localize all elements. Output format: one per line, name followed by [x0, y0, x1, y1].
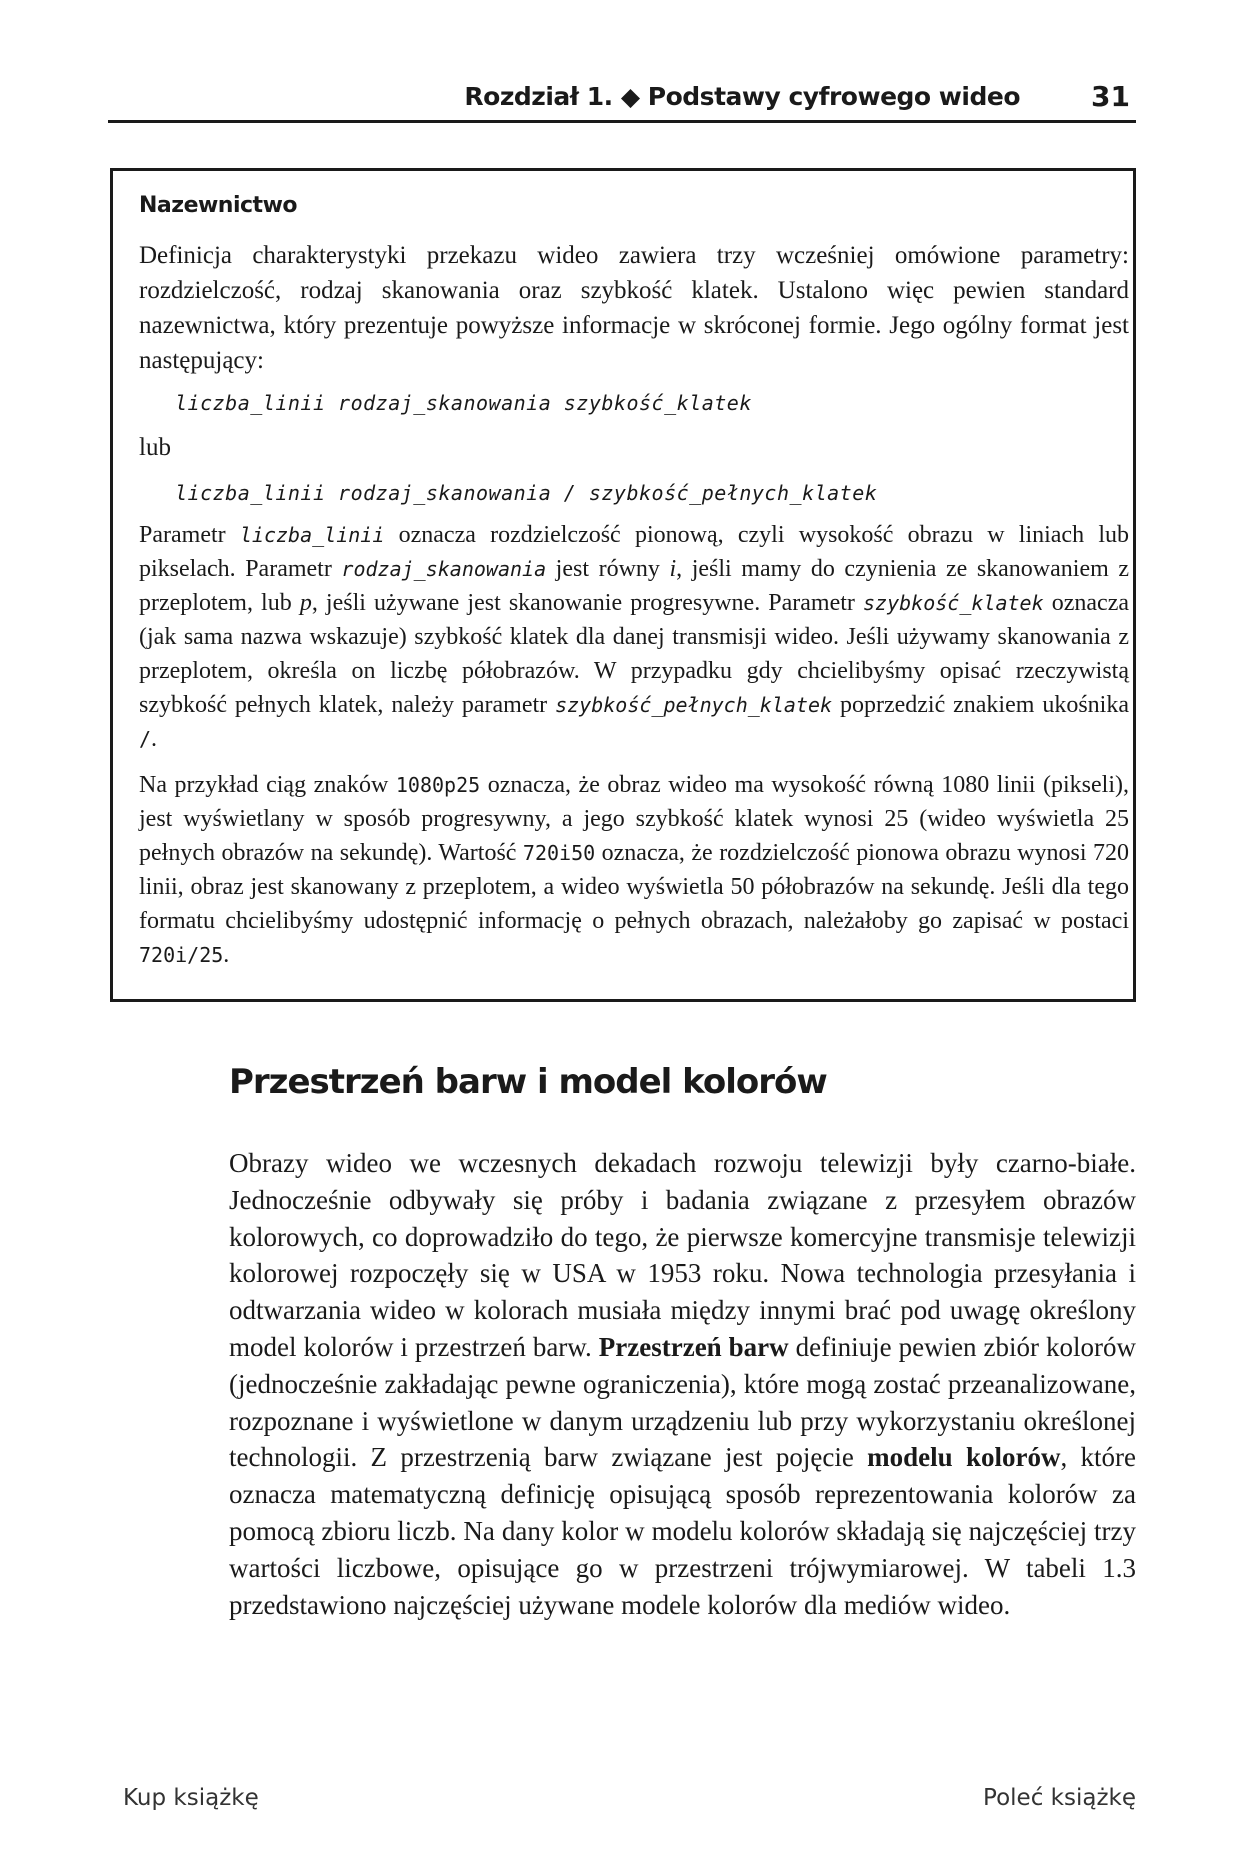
text-run: Obrazy wideo we wczesnych dekadach rozwoju telewizji były czarno-białe. Jednocześnie odbywały się próby i badania związane z przesyłem obrazów kolorowych, co doprowadziło do tego, że pierwsze komercyjne transmisje telewizji kolorowej rozpoczęły się w USA w 1953 roku. Nowa technologia przesyłania i odtwarzania wideo w kolorach musiała między innymi brać pod uwagę określony model kolorów i przestrzeń barw. [229, 1148, 1136, 1362]
text-run: oznacza (jak sama nazwa wskazuje) szybkość klatek dla danej transmisji wideo. Jeśli używamy skanowania z przeplotem, określa on liczbę półobrazów. W przypadku gdy chcielibyśmy opisać rzeczywistą szybkość pełnych klatek, należy parametr [139, 590, 1130, 718]
text-run: jest równy [546, 556, 670, 582]
sidebar-box-nazewnictwo [110, 168, 1136, 1002]
text-run: , jeśli używane jest skanowanie progresywne. Parametr [311, 590, 864, 616]
italic-run: p [299, 590, 312, 616]
or-label: lub [139, 434, 171, 461]
text-run: Na przykład ciąg znaków [139, 772, 396, 798]
format-line-1: liczba_linii rodzaj_skanowania szybkość_klatek [175, 391, 752, 415]
text-run: definiuje pewien zbiór kolorów (jednocześnie zakładając pewne ograniczenia), które mogą zostać przeanalizowane, rozpoznane i wyświetlone w danym urządzeniu lub przy wykorzystaniu określonej technologii. Z przestrzenią barw związane jest pojęcie [229, 1331, 1136, 1473]
parameters-paragraph [139, 518, 1129, 756]
code-run: / [139, 727, 152, 751]
code-run: szybkość_pełnych_klatek [555, 693, 833, 717]
box-intro-paragraph: Definicja charakterystyki przekazu wideo zawiera trzy wcześniej omówione parametry: rozdzielczość, rodzaj skanowania oraz szybkość klatek. Ustalono więc pewien standard nazewnictwa, który prezentuje powyższe informacje w skróconej formie. Jego ogólny format jest następujący: [139, 242, 1129, 374]
section-body-paragraph [229, 1145, 1136, 1623]
text-run: oznacza rozdzielczość pionową, czyli wysokość obrazu w liniach lub pikselach. Parametr [139, 522, 1130, 582]
code-run: liczba_linii [239, 523, 385, 547]
box-title: Nazewnictwo [139, 193, 298, 218]
bold-term: Przestrzeń barw [598, 1331, 789, 1362]
buy-book-link[interactable]: Kup książkę [123, 1785, 259, 1811]
italic-run: i [669, 556, 677, 582]
format-line-2: liczba_linii rodzaj_skanowania / szybkość_pełnych_klatek [175, 481, 878, 505]
code-run: 1080p25 [395, 773, 481, 797]
text-run: oznacza, że obraz wideo ma wysokość równą 1080 linii (pikseli), jest wyświetlany w sposób progresywny, a jego szybkość klatek wynosi 25 (wideo wyświetla 25 pełnych obrazów na sekundę). Wartość [139, 772, 1129, 866]
page-header [108, 78, 1136, 123]
running-head-chapter: Rozdział 1. ◆ Podstawy cyfrowego wideo [464, 82, 1020, 111]
code-run: rodzaj_skanowania [341, 557, 547, 581]
text-run: poprzedzić znakiem ukośnika [832, 692, 1129, 718]
code-run: 720i50 [522, 841, 596, 865]
box-body [139, 238, 1129, 972]
page-number: 31 [1091, 80, 1130, 113]
text-run: Parametr [139, 522, 240, 548]
code-run: 720i/25 [139, 943, 224, 967]
text-run: oznacza, że rozdzielczość pionowa obrazu wynosi 720 linii, obraz jest skanowany z przeplotem, a wideo wyświetla 50 półobrazów na sekundę. Jeśli dla tego formatu chcielibyśmy udostępnić informację o pełnych obrazach, należałoby go zapisać w postaci [139, 840, 1129, 934]
text-run: , jeśli mamy do czynienia ze skanowaniem z przeplotem, lub [139, 556, 1129, 616]
section-heading: Przestrzeń barw i model kolorów [229, 1062, 827, 1102]
code-run: szybkość_klatek [863, 591, 1044, 615]
example-paragraph [139, 768, 1129, 972]
text-run: . [151, 726, 158, 752]
bold-term: modelu kolorów [867, 1442, 1061, 1473]
text-run: . [223, 942, 230, 968]
text-run: , które oznacza matematyczną definicję opisującą sposób reprezentowania kolorów za pomocą zbioru liczb. Na dany kolor w modelu kolorów składają się najczęściej trzy wartości liczbowe, opisujące go w przestrzeni trójwymiarowej. W tabeli 1.3 przedstawiono najczęściej używane modele kolorów dla mediów wideo. [229, 1442, 1136, 1620]
recommend-book-link[interactable]: Poleć książkę [983, 1785, 1136, 1811]
